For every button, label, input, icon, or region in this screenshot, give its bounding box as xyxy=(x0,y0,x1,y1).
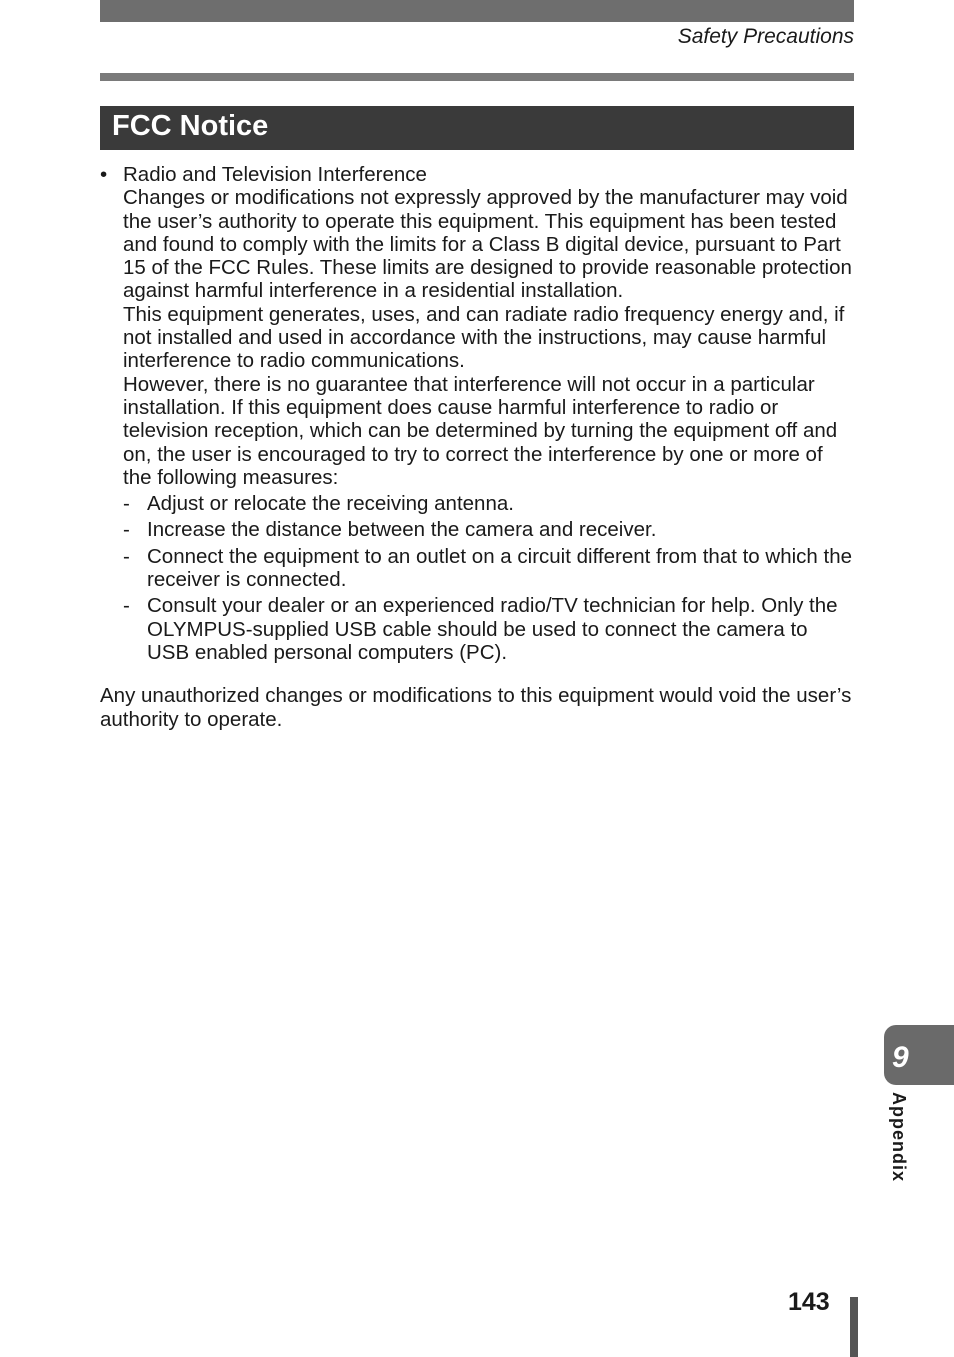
list-item xyxy=(123,492,854,515)
dash-mark: - xyxy=(123,492,130,516)
paragraph: However, there is no guarantee that interference will not occur in a particular installation. If this equipment does cause harmful interference to radio or television reception, which can be determined by turning the equipment off and on, the user is encouraged to try to correct the interference by one or more of the following measures: xyxy=(123,372,838,489)
body-text xyxy=(100,163,854,731)
paragraph: Changes or modifications not expressly approved by the manufacturer may void the user’s authority to operate this equipment. This equipment has been tested and found to comply with the limits for a Class B digital device, pursuant to Part 15 of the FCC Rules. These limits are designed to provide reasonable protection against harmful interference in a residential installation. xyxy=(123,186,852,303)
chapter-number: 9 xyxy=(892,1041,909,1074)
measure-text: Increase the distance between the camera and receiver. xyxy=(147,518,657,542)
running-head: Safety Precautions xyxy=(677,25,854,48)
bullet-mark: • xyxy=(100,163,108,186)
page-number: 143 xyxy=(788,1288,830,1316)
closing-paragraph: Any unauthorized changes or modifications to this equipment would void the user’s authority to operate. xyxy=(100,684,852,731)
list-item xyxy=(123,594,854,664)
chapter-label: Appendix xyxy=(889,1092,909,1183)
dash-mark: - xyxy=(123,518,130,542)
page-edge-bar xyxy=(850,1297,858,1357)
dash-mark: - xyxy=(123,544,130,568)
header-rule xyxy=(100,73,854,81)
header-bar xyxy=(100,0,854,22)
section-title: FCC Notice xyxy=(112,110,269,142)
bullet-item xyxy=(100,163,854,664)
list-item xyxy=(123,518,854,541)
measure-text: Connect the equipment to an outlet on a circuit different from that to which the receiver is connected. xyxy=(147,544,853,592)
measure-text: Adjust or relocate the receiving antenna. xyxy=(147,492,514,516)
dash-mark: - xyxy=(123,594,130,618)
list-item xyxy=(123,545,854,592)
chapter-tab xyxy=(884,1025,954,1085)
measures-list xyxy=(123,492,854,664)
measure-text: Consult your dealer or an experienced radio/TV technician for help. Only the OLYMPUS-supplied USB cable should be used to connect the camera to USB enabled personal computers (PC). xyxy=(147,594,838,664)
bullet-heading: Radio and Television Interference xyxy=(123,163,427,186)
paragraph: This equipment generates, uses, and can radiate radio frequency energy and, if not installed and used in accordance with the instructions, may cause harmful interference to radio communications. xyxy=(123,302,845,373)
section-heading-bar xyxy=(100,106,854,150)
